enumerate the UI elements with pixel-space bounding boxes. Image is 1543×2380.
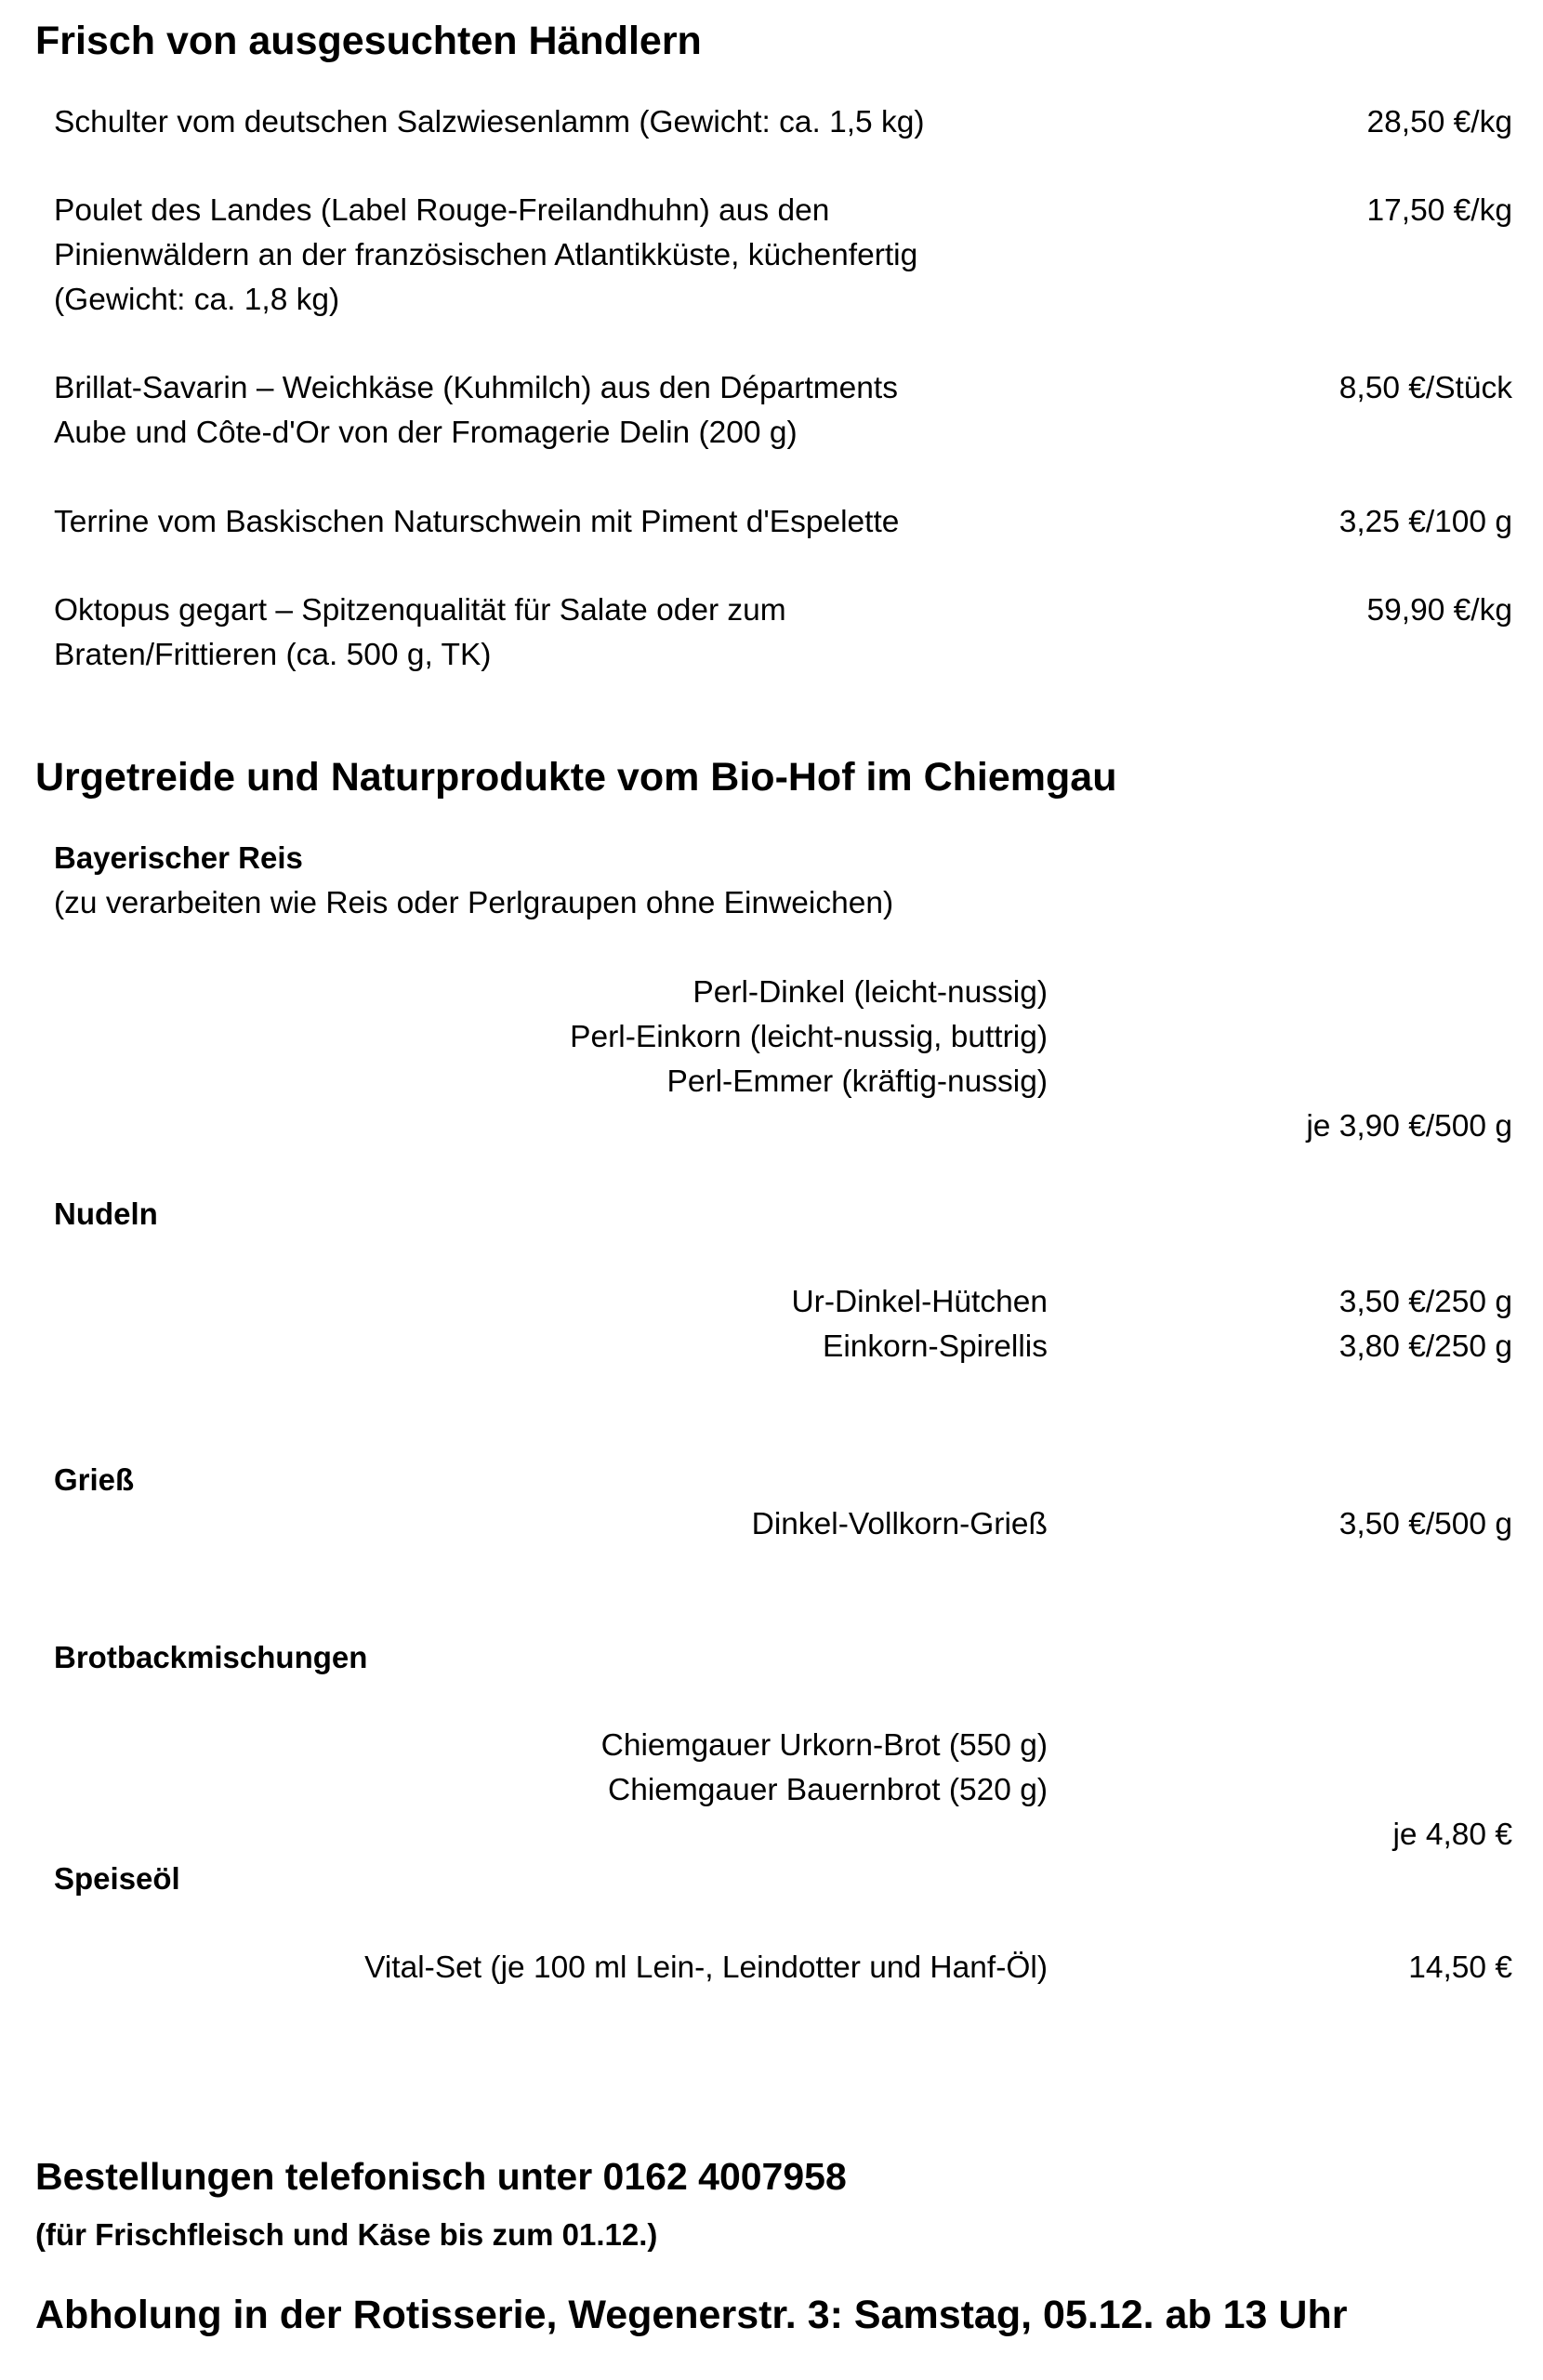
product-name: Ur-Dinkel-Hütchen (791, 1285, 1048, 1319)
product-price: je 4,80 € (1392, 1818, 1512, 1852)
pickup-info: Abholung in der Rotisserie, Wegenerstr. 3: Samstag, 05.12. ab 13 Uhr (35, 2293, 1348, 2337)
product-name: Perl-Emmer (kräftig-nussig) (666, 1064, 1048, 1099)
product-price: je 3,90 €/500 g (1306, 1109, 1512, 1144)
product-name: Perl-Einkorn (leicht-nussig, buttrig) (570, 1020, 1048, 1054)
category-title-griess: Grieß (54, 1462, 135, 1497)
item-line: Poulet des Landes (Label Rouge-Freilandhuhn) aus den (54, 193, 830, 228)
product-name: Perl-Dinkel (leicht-nussig) (692, 975, 1048, 1010)
category-title-nudeln: Nudeln (54, 1197, 158, 1231)
item-line: Braten/Frittieren (ca. 500 g, TK) (54, 638, 492, 672)
product-price: 14,50 € (1408, 1950, 1512, 1985)
item-line: Pinienwäldern an der französischen Atlantikküste, küchenfertig (54, 238, 918, 272)
product-price: 3,50 €/250 g (1339, 1285, 1512, 1319)
category-note-reis: (zu verarbeiten wie Reis oder Perlgraupen ohne Einweichen) (54, 886, 894, 920)
item-price: 3,25 €/100 g (1339, 505, 1512, 539)
item-price: 8,50 €/Stück (1339, 371, 1512, 405)
item-line: Terrine vom Baskischen Naturschwein mit Piment d'Espelette (54, 505, 900, 539)
list-item (54, 100, 1076, 145)
product-name: Dinkel-Vollkorn-Grieß (751, 1507, 1048, 1541)
order-note: (für Frischfleisch und Käse bis zum 01.12.) (35, 2217, 658, 2252)
category-title-brot: Brotbackmischungen (54, 1640, 368, 1674)
item-line: Aube und Côte-d'Or von der Fromagerie Delin (200 g) (54, 416, 798, 450)
product-name: Einkorn-Spirellis (822, 1329, 1048, 1364)
category-title-oel: Speiseöl (54, 1861, 180, 1896)
item-line: Brillat-Savarin – Weichkäse (Kuhmilch) aus den Départments (54, 371, 898, 405)
product-name: Vital-Set (je 100 ml Lein-, Leindotter und Hanf-Öl) (364, 1950, 1048, 1985)
list-item (54, 588, 1076, 678)
item-price: 17,50 €/kg (1366, 193, 1512, 228)
product-price: 3,50 €/500 g (1339, 1507, 1512, 1541)
item-line: Schulter vom deutschen Salzwiesenlamm (Gewicht: ca. 1,5 kg) (54, 105, 925, 139)
product-name: Chiemgauer Urkorn-Brot (550 g) (600, 1728, 1048, 1763)
item-price: 59,90 €/kg (1366, 593, 1512, 628)
section-title-organic: Urgetreide und Naturprodukte vom Bio-Hof im Chiemgau (35, 755, 1117, 800)
item-line: Oktopus gegart – Spitzenqualität für Salate oder zum (54, 593, 786, 628)
product-name: Chiemgauer Bauernbrot (520 g) (608, 1773, 1048, 1807)
category-title-reis: Bayerischer Reis (54, 840, 303, 875)
list-item (54, 189, 1076, 323)
list-item (54, 366, 1076, 456)
order-phone: Bestellungen telefonisch unter 0162 4007958 (35, 2155, 847, 2198)
section-title-fresh: Frisch von ausgesuchten Händlern (35, 19, 702, 63)
list-item (54, 500, 1076, 545)
item-price: 28,50 €/kg (1366, 105, 1512, 139)
item-line: (Gewicht: ca. 1,8 kg) (54, 283, 340, 317)
product-price: 3,80 €/250 g (1339, 1329, 1512, 1364)
